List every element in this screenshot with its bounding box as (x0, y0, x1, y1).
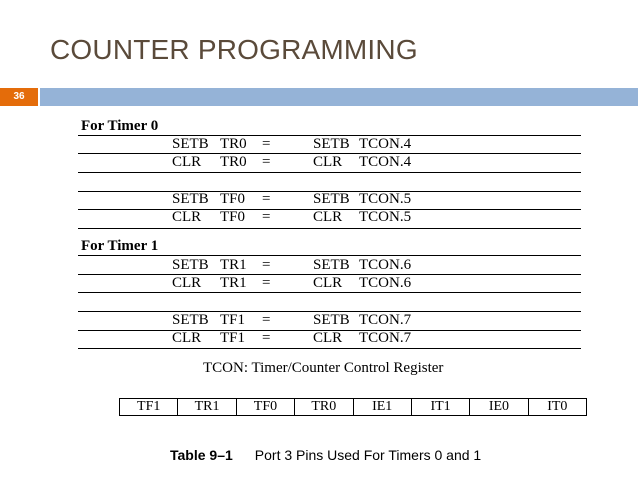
timer0-row0-bit: TR0 (220, 136, 247, 152)
timer0-row3-op: CLR (172, 209, 202, 225)
divider-line (78, 228, 581, 229)
timer1-row1-op: CLR (172, 275, 202, 291)
timer1-row0-bit: TR1 (220, 257, 247, 273)
caption-text: Port 3 Pins Used For Timers 0 and 1 (254, 447, 482, 463)
tcon-bit-tf0: TF0 (237, 399, 295, 415)
timer1-heading: For Timer 1 (81, 238, 159, 254)
timer0-row0-eq: = (262, 136, 271, 152)
timer0-row2-reg: TCON.5 (359, 191, 412, 207)
timer0-row3-reg: TCON.5 (359, 209, 412, 225)
divider-line (78, 172, 581, 173)
tcon-bit-tr1: TR1 (178, 399, 236, 415)
timer0-row0-op: SETB (172, 136, 209, 152)
timer1-row1-bit: TR1 (220, 275, 247, 291)
divider-line (78, 292, 581, 293)
timer1-row3-eq: = (262, 330, 271, 346)
timer0-row1-op2: CLR (313, 154, 343, 170)
timer0-row3-bit: TF0 (220, 209, 246, 225)
caption-label: Table 9–1 (170, 447, 233, 463)
timer1-row1-eq: = (262, 275, 271, 291)
tcon-bit-tr0: TR0 (295, 399, 353, 415)
timer0-row1-reg: TCON.4 (359, 154, 412, 170)
tcon-bit-ie1: IE1 (354, 399, 412, 415)
timer1-row0-reg: TCON.6 (359, 257, 412, 273)
tcon-register-table (119, 398, 587, 416)
timer0-row3-eq: = (262, 209, 271, 225)
timer0-heading: For Timer 0 (81, 118, 159, 134)
timer1-row1-op2: CLR (313, 275, 343, 291)
tcon-bit-ie0: IE0 (470, 399, 528, 415)
table-caption (170, 447, 481, 463)
timer1-row2-op: SETB (172, 312, 209, 328)
timer1-row2-op2: SETB (313, 312, 350, 328)
timer1-row2-eq: = (262, 312, 271, 328)
timer0-row1-eq: = (262, 154, 271, 170)
timer1-row3-bit: TF1 (220, 330, 246, 346)
timer1-row0-op2: SETB (313, 257, 350, 273)
timer0-row2-bit: TF0 (220, 191, 246, 207)
timer0-row1-bit: TR0 (220, 154, 247, 170)
timer1-row0-eq: = (262, 257, 271, 273)
timer0-row0-reg: TCON.4 (359, 136, 412, 152)
timer1-row3-op: CLR (172, 330, 202, 346)
slide-number: 36 (0, 88, 38, 106)
tcon-bit-tf1: TF1 (120, 399, 178, 415)
tcon-register-title: TCON: Timer/Counter Control Register (203, 360, 444, 376)
timer0-row2-eq: = (262, 191, 271, 207)
slide-title: COUNTER PROGRAMMING (50, 34, 418, 65)
timer0-row0-op2: SETB (313, 136, 350, 152)
header-bar (40, 88, 638, 106)
timer1-row2-reg: TCON.7 (359, 312, 412, 328)
tcon-bit-it0: IT0 (547, 399, 568, 414)
timer0-row3-op2: CLR (313, 209, 343, 225)
timer1-row3-reg: TCON.7 (359, 330, 412, 346)
tcon-bit-it1: IT1 (412, 399, 470, 415)
divider-line (78, 348, 581, 349)
timer0-row1-op: CLR (172, 154, 202, 170)
timer1-row1-reg: TCON.6 (359, 275, 412, 291)
timer1-row2-bit: TF1 (220, 312, 246, 328)
timer1-row3-op2: CLR (313, 330, 343, 346)
timer1-row0-op: SETB (172, 257, 209, 273)
timer0-row2-op: SETB (172, 191, 209, 207)
timer0-row2-op2: SETB (313, 191, 350, 207)
